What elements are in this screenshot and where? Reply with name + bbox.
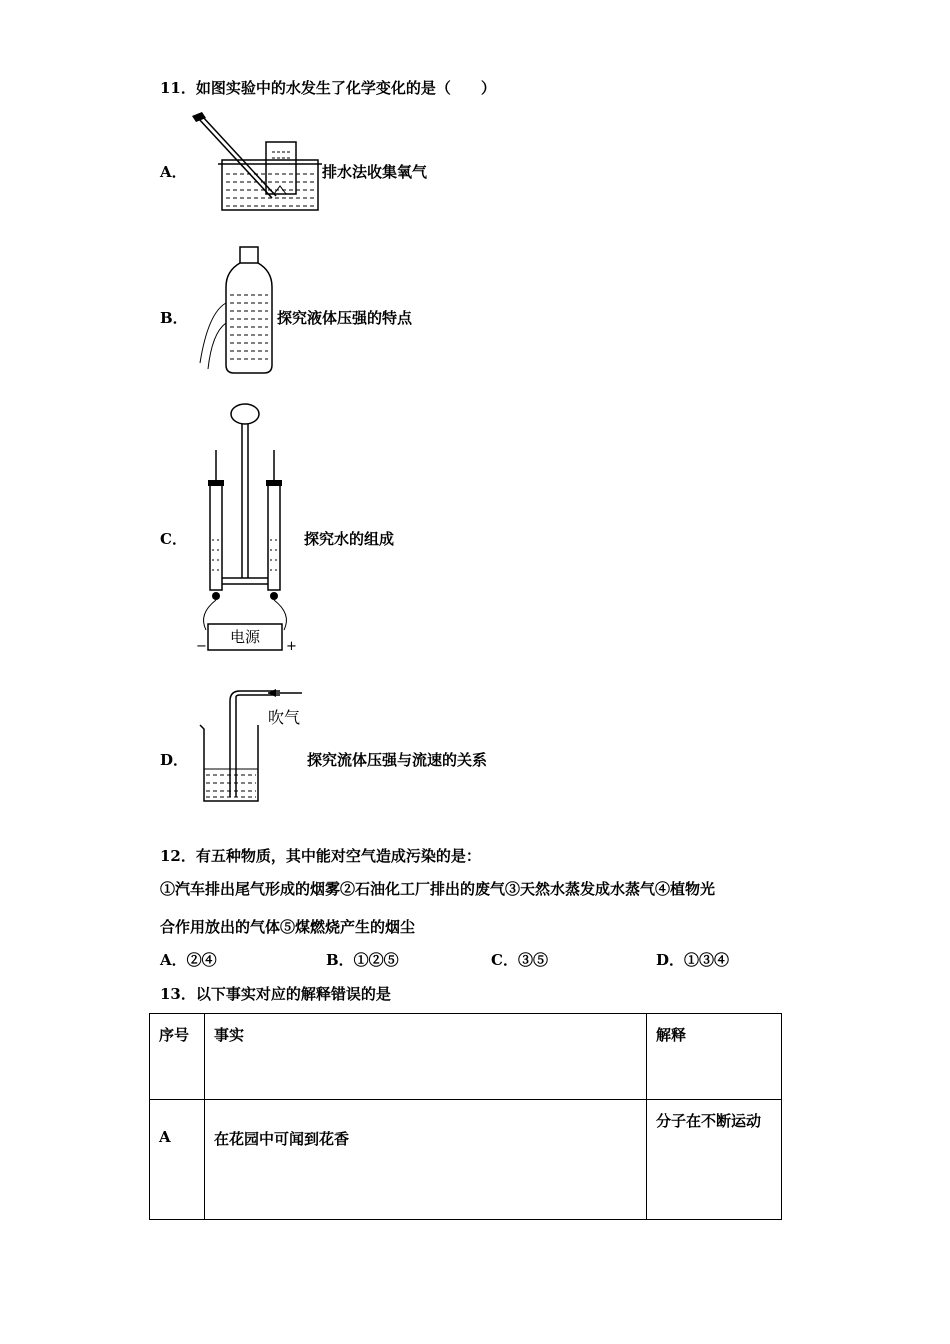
q12-choice-d: D．①③④ <box>656 951 730 969</box>
q11-option-b-caption: 探究液体压强的特点 <box>277 309 413 327</box>
q11-option-a-caption: 排水法收集氧气 <box>322 163 428 181</box>
header-fact: 事实 <box>205 1014 647 1100</box>
water-electrolysis-diagram <box>190 400 320 655</box>
q13-stem: 13．以下事实对应的解释错误的是 <box>160 985 391 1003</box>
q12-line1: ①汽车排出尾气形成的烟雾②石油化工厂排出的废气③天然水蒸发成水蒸气④植物光 <box>160 880 716 898</box>
header-index: 序号 <box>150 1014 205 1100</box>
table-row <box>150 1100 782 1220</box>
oxygen-collection-diagram <box>188 108 328 218</box>
q11-option-c-label: C． <box>160 530 187 548</box>
q11-option-d-label: D． <box>160 751 189 769</box>
q11-option-a-label: A． <box>160 163 187 181</box>
q12-choice-a: A．②④ <box>160 951 217 969</box>
q11-option-d-caption: 探究流体压强与流速的关系 <box>307 751 488 769</box>
plus-sign: + <box>286 639 297 654</box>
blow-air-label: 吹气 <box>268 708 301 727</box>
q13-table <box>149 1013 782 1220</box>
q12-stem: 12．有五种物质，其中能对空气造成污染的是： <box>160 847 481 865</box>
fluid-pressure-diagram <box>190 683 310 808</box>
q12-line2: 合作用放出的气体⑤煤燃烧产生的烟尘 <box>160 918 416 936</box>
q11-option-b-label: B． <box>160 309 188 327</box>
table-header-row <box>150 1014 782 1100</box>
power-source-label: 电源 <box>229 628 261 646</box>
q11-option-c-caption: 探究水的组成 <box>304 530 395 548</box>
q11-stem: 11．如图实验中的水发生了化学变化的是（ ） <box>160 79 496 97</box>
q12-choice-c: C．③⑤ <box>491 951 548 969</box>
row-explain: 分子在不断运动 <box>647 1100 782 1220</box>
row-fact: 在花园中可闻到花香 <box>205 1100 647 1220</box>
header-explain: 解释 <box>647 1014 782 1100</box>
row-index: A <box>150 1100 205 1220</box>
liquid-pressure-bottle-diagram <box>192 243 282 378</box>
minus-sign: − <box>196 639 207 654</box>
q12-choice-b: B．①②⑤ <box>326 951 399 969</box>
